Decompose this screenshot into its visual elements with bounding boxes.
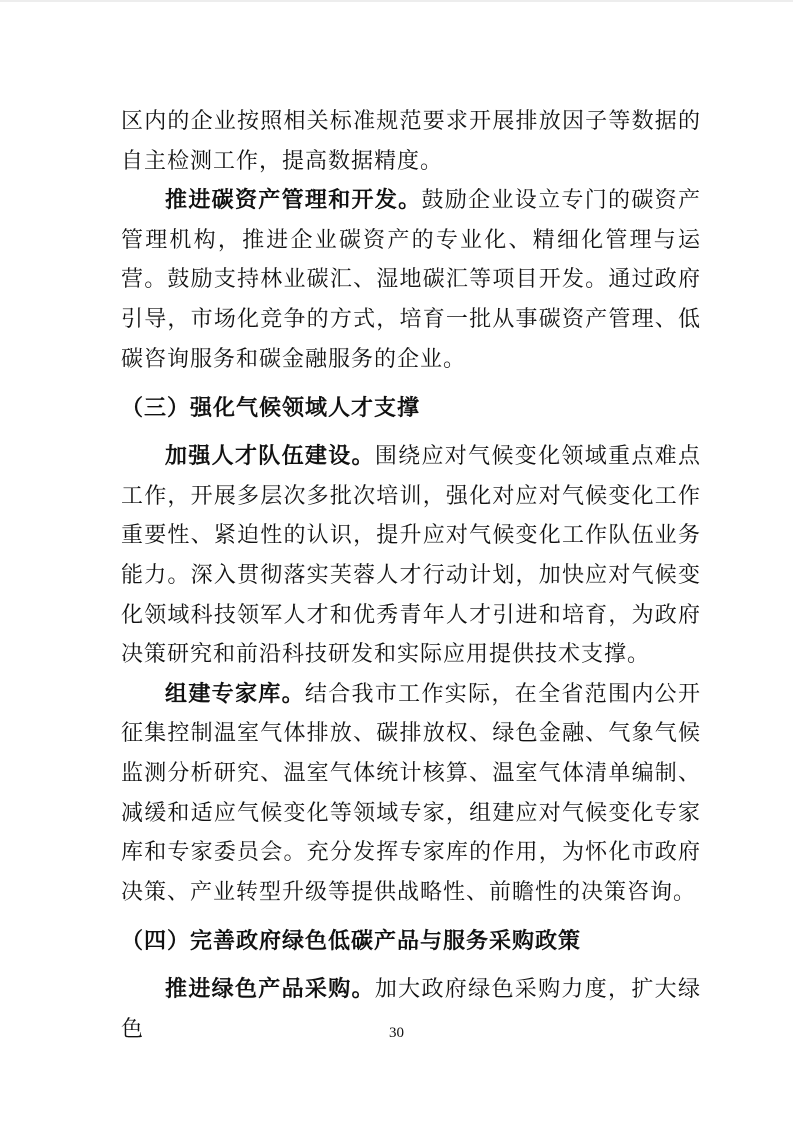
paragraph-text: 鼓励企业设立专门的碳资产管理机构，推进企业碳资产的专业化、精细化管理与运营。鼓励支持林业碳汇、湿地碳汇等项目开发。通过政府引导，市场化竞争的方式，培育一批从事碳资产管理、低碳咨询服务和碳金融服务的企业。 <box>121 187 701 371</box>
paragraph-text: 加大政府绿色采购力度，扩大绿色 <box>121 976 701 1041</box>
paragraph-continuation <box>121 101 701 180</box>
paragraph-lead: 推进碳资产管理和开发。 <box>165 187 422 213</box>
paragraph-text: 结合我市工作实际，在全省范围内公开征集控制温室气体排放、碳排放权、绿色金融、气象气候监测分析研究、温室气体统计核算、温室气体清单编制、减缓和适应气候变化等领域专家，组建应对气候变化专家库和专家委员会。充分发挥专家库的作用，为怀化市政府决策、产业转型升级等提供战略性、前瞻性的决策咨询。 <box>121 680 701 904</box>
paragraph <box>121 674 701 912</box>
paragraph <box>121 436 701 674</box>
paragraph-lead: 推进绿色产品采购。 <box>165 976 375 1002</box>
section-heading: （四）完善政府绿色低碳产品与服务采购政策 <box>121 928 582 954</box>
paragraph-lead: 加强人才队伍建设。 <box>165 443 375 469</box>
paragraph-text: 围绕应对气候变化领域重点难点工作，开展多层次多批次培训，强化对应对气候变化工作重要性、紧迫性的认识，提升应对气候变化工作队伍业务能力。深入贯彻落实芙蓉人才行动计划，加快应对气候变化领域科技领军人才和优秀青年人才引进和培育，为政府决策研究和前沿科技研发和实际应用提供技术支撑。 <box>121 443 701 667</box>
section-heading: （三）强化气候领域人才支撑 <box>121 395 421 421</box>
document-body <box>121 101 701 1048</box>
paragraph-text: 区内的企业按照相关标准规范要求开展排放因子等数据的自主检测工作，提高数据精度。 <box>121 108 701 173</box>
paragraph-lead: 组建专家库。 <box>165 680 305 706</box>
paragraph <box>121 180 701 378</box>
page-number: 30 <box>389 1025 404 1041</box>
page-footer <box>0 1024 793 1042</box>
